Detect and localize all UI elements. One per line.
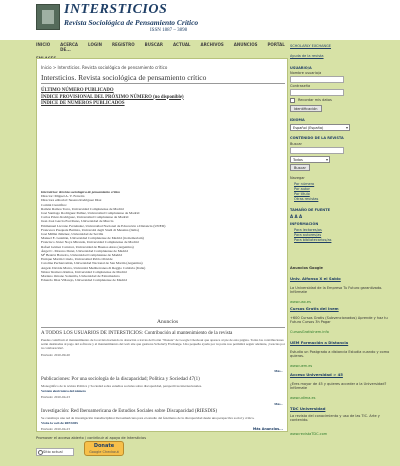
editorial-heading: Intersticios: Revista sociológica de pensamiento crítico xyxy=(41,190,121,194)
nav-item-anuncios[interactable]: ANUNCIOS xyxy=(233,42,258,47)
info-librarians-link[interactable]: Para bibliotecarios/as xyxy=(294,238,332,242)
search-scope-select[interactable] xyxy=(290,156,330,163)
browse-by-author-link[interactable]: Por autor xyxy=(294,187,310,191)
issn: ISSN 1887 – 3898 xyxy=(150,28,188,33)
journal-title[interactable]: INTERSTICIOS xyxy=(64,2,168,17)
nav-item-archivos[interactable]: ARCHIVOS xyxy=(200,42,224,47)
announcement-more-link[interactable]: Más... xyxy=(274,402,283,406)
editorial-line: Manuel E. Guzmán, Universidad Complutense de Madrid (in memoriam) xyxy=(41,236,144,241)
editorial-line: Ramón Ramos Torre, Universidad Complutense de Madrid xyxy=(41,206,124,211)
announcement-item xyxy=(41,331,285,373)
main-nav xyxy=(36,42,285,58)
nav-item-inicio[interactable]: INICIO xyxy=(36,42,51,47)
breadcrumb[interactable]: Inicio > Intersticios. Revista sociológica de pensamiento crítico xyxy=(41,65,168,70)
latest-issue-link[interactable]: ÚLTIMO NÚMERO PUBLICADO xyxy=(41,88,114,93)
scholarly-exchange-link[interactable]: SCHOLARLY EXCHANGE xyxy=(290,44,332,48)
editorial-line: Directora editorial: Susana Rodríguez Díaz xyxy=(41,198,102,203)
ad-url[interactable]: www.revistaTDC.com xyxy=(290,432,328,436)
editorial-line: Francesca Pasquale Battista, Università degli Studi di Messina (Italia) xyxy=(41,227,139,232)
editorial-line: Emmanuel Lizcano Fernández, Universidad Nacional de Educación a Distancia (UNED) xyxy=(41,223,166,228)
ad-title[interactable]: TDC Universidad xyxy=(290,406,326,411)
chevron-down-icon: ▾ xyxy=(345,125,348,130)
issue-links xyxy=(41,88,184,108)
username-input[interactable] xyxy=(290,76,344,83)
announcement-link[interactable]: Versión electrónica del número xyxy=(41,389,86,394)
donate-sub: Google Checkout xyxy=(89,450,119,454)
info-authors-link[interactable]: Para autores/as xyxy=(294,233,322,237)
donate-button[interactable] xyxy=(84,441,124,456)
information-heading: INFORMACIÓN xyxy=(290,222,319,226)
browse-heading: Navegar xyxy=(290,176,305,180)
footer-chip[interactable] xyxy=(36,448,74,456)
divider xyxy=(41,327,285,328)
journal-logo-icon[interactable] xyxy=(36,4,60,30)
sidebar xyxy=(288,44,400,466)
search-button[interactable]: Buscar xyxy=(290,164,310,171)
editorial-line: Mª Beatriz Barreiro, Universidad Complutense de Madrid xyxy=(41,253,123,258)
journal-content-heading: CONTENIDO DE LA REVISTA xyxy=(290,136,344,140)
other-journals-link[interactable]: Otras revistas xyxy=(294,197,319,201)
divider xyxy=(41,83,285,84)
font-size-heading: TAMAÑO DE FUENTE xyxy=(290,208,330,212)
editorial-line: Mariano Ornano Solantila, Universidad de Extremadura xyxy=(41,274,120,279)
announcement-item xyxy=(41,377,285,406)
editorial-line: Ángel C. Moreno Duret, Universidad Complutense de Madrid xyxy=(41,248,128,253)
browse-by-issue-link[interactable]: Por número xyxy=(294,182,315,186)
ads-heading[interactable]: Anuncios Google xyxy=(290,266,323,270)
announcement-body: Monográfico de la revista Política y Sociedad sobre estudios sociales sobre discapacidad, perspectivas internacionales. xyxy=(41,384,202,388)
announcement-link[interactable]: Visita la web de RIESDIS xyxy=(41,421,79,426)
nav-row-1 xyxy=(36,42,285,52)
announcement-title: Investigación: Red Iberoamericana de Estudios Sociales sobre Discapacidad (RIESDIS) xyxy=(41,409,218,414)
footer-chip-label: Sitio actual xyxy=(43,450,63,454)
editorial-line: Angelo Davide Marra, Università Mediterranea di Reggio Calabria (Italia) xyxy=(41,265,146,270)
ad-url[interactable]: CursosGratisInem.info xyxy=(290,330,329,334)
search-input[interactable] xyxy=(290,147,344,154)
ad-url[interactable]: www.uem.es xyxy=(290,364,313,368)
ad-body: ¿Eres mayor de 45 y quieres acceder a la Universidad? Infórmate xyxy=(290,382,387,391)
journal-help-link[interactable]: Ayuda de la revista xyxy=(290,54,324,58)
journal-subtitle: Revista Sociológica de Pensamiento Crítico xyxy=(64,18,199,27)
nav-item-buscar[interactable]: BUSCAR xyxy=(144,42,163,47)
editorial-line: Eduardo Díaz Villarejo, Universidad Complutense de Madrid xyxy=(41,278,127,283)
announcement-date: Enviado: 2010-04-23 xyxy=(41,395,70,400)
footer-note: Promover el acceso abierto / contribuir al apoyo de Intersticios xyxy=(36,436,147,440)
editorial-line: José Santiago Rodríguez Ibáñez, Universidad Complutense de Madrid xyxy=(41,211,140,216)
provisional-index-link[interactable]: ÍNDICE PROVISIONAL DEL PRÓXIMO NÚMERO (no disponible) xyxy=(41,94,184,100)
donate-label: Donate xyxy=(93,443,115,449)
editorial-line: Carolina Pecharromán, Universidad Nacional de San Martín (Argentina) xyxy=(41,261,143,266)
browse-by-title-link[interactable]: Por título xyxy=(294,192,310,196)
nav-item-registro[interactable]: REGISTRO xyxy=(111,42,135,47)
language-heading: IDIOMA xyxy=(290,118,305,122)
editorial-line: Director: Miguel A. V. Ferreira xyxy=(41,194,85,199)
language-value: Español (España) xyxy=(293,126,324,130)
info-readers-link[interactable]: Para lectores/as xyxy=(294,228,322,232)
ad-url[interactable]: www.udima.es xyxy=(290,396,316,400)
ad-body: Estudia un Postgrado a distancia Estudia cuando y como quieras. xyxy=(290,350,390,359)
user-heading: USUARIO/A xyxy=(290,66,312,70)
announcement-item xyxy=(41,409,285,431)
editorial-line: Néstor Romero Ramos, Universidad Complutense de Madrid xyxy=(41,269,127,274)
editorial-line: Francisco Javier Noya Miranda, Universidad Complutense de Madrid xyxy=(41,240,139,245)
editorial-line: Carlos Prieto Rodríguez, Universidad Complutense de Madrid xyxy=(41,215,129,220)
editorial-line: Enrique Martín Criado, Universidad Pablo Olavide xyxy=(41,257,113,262)
font-size-controls[interactable]: A A A xyxy=(290,214,303,219)
editorial-line: Comité Científico: xyxy=(41,202,68,207)
nav-item-login[interactable]: LOGIN xyxy=(88,42,102,47)
globe-icon xyxy=(38,450,43,455)
site-header xyxy=(0,0,400,40)
ad-title[interactable]: Univ. Alfonso X el Sabio xyxy=(290,276,341,281)
issues-index-link[interactable]: ÍNDICE DE NÚMEROS PUBLICADOS xyxy=(41,101,125,106)
password-label: Contraseña xyxy=(290,84,311,88)
ad-title[interactable]: Cursos Gratis del Inem xyxy=(290,306,339,311)
remember-checkbox[interactable] xyxy=(290,98,295,103)
ad-body: La revista del conocimiento y uso de las TIC. Arte y contenido. xyxy=(290,414,380,423)
ad-body: +600 Cursos Gratis (Subvencionados) Aprende y haz tu Futuro Cursos 3h Pagar xyxy=(290,316,388,325)
login-button[interactable]: Identificación xyxy=(290,105,322,112)
announcements-heading: Anuncios xyxy=(157,319,179,325)
editorial-board xyxy=(41,190,285,282)
announcement-body: Se constituye una red de investigación transdisciplinar iberoamericana para el estudio del fenómeno de la discapacidad desde una perspectiva social y crítica. xyxy=(41,416,255,420)
editorial-line: José Millán Jiménez, Universidad de Sevilla xyxy=(41,232,104,237)
chevron-down-icon: ▾ xyxy=(325,157,328,162)
announcement-date: Enviado: 2010-09-20 xyxy=(41,352,70,357)
announcement-title: Publicaciones: Por una sociología de la discapacidad; Política y Sociedad 47(1) xyxy=(41,377,200,382)
announcement-body: Puedes contribuir al mantenimiento de la revista haciendo tu donación a través del botón "Donate" de Google Checkout que aparece al pie de esta página. Todas las contribuciones serán destinadas al pago del software y al mantenimiento del web site que gestiona Scholarly Exchange. Una pequeña ayuda por tu parte nos permitirá seguir adelante, ¡Gracias por tu colaboración!. xyxy=(41,338,285,351)
editorial-line: Rafael Gómez Carnicer, Universidad de Buenos Aires (Argentina) xyxy=(41,244,134,249)
ad-title[interactable]: UEM Formación a Distancia xyxy=(290,340,349,345)
ad-url[interactable]: www.uax.es xyxy=(290,300,311,304)
ad-title[interactable]: Acceso Universidad > 45 xyxy=(290,372,343,377)
main-content xyxy=(36,58,288,432)
editorial-line: Juan José Garcia Escribano, Universidad de Murcia xyxy=(41,219,114,224)
nav-item-acerca[interactable]: ACERCA DE... xyxy=(60,42,79,52)
announcement-date: Enviado: 2010-04-23 xyxy=(41,427,70,432)
username-label: Nombre usuario/a xyxy=(290,71,322,75)
announcement-title: A TODOS LOS USUARIOS DE INTERSTICIOS: Contribución al mantenimiento de la revista xyxy=(41,331,233,336)
remember-label: Recordar mis datos xyxy=(298,98,332,102)
password-input[interactable] xyxy=(290,89,344,96)
ad-body: La Universidad de la Empresa Tu Futuro garantizado. Infórmate xyxy=(290,286,383,295)
announcement-more-link[interactable]: Más... xyxy=(274,369,283,373)
more-announcements-link[interactable]: Más Anuncios... xyxy=(252,427,283,431)
search-label: Buscar xyxy=(290,142,302,146)
nav-item-actual[interactable]: ACTUAL xyxy=(172,42,191,47)
page-title: Intersticios. Revista sociológica de pensamiento crítico xyxy=(41,73,207,82)
nav-item-portal[interactable]: PORTAL xyxy=(267,42,285,47)
search-scope-value: Todos xyxy=(293,158,303,162)
language-select[interactable] xyxy=(290,124,350,131)
